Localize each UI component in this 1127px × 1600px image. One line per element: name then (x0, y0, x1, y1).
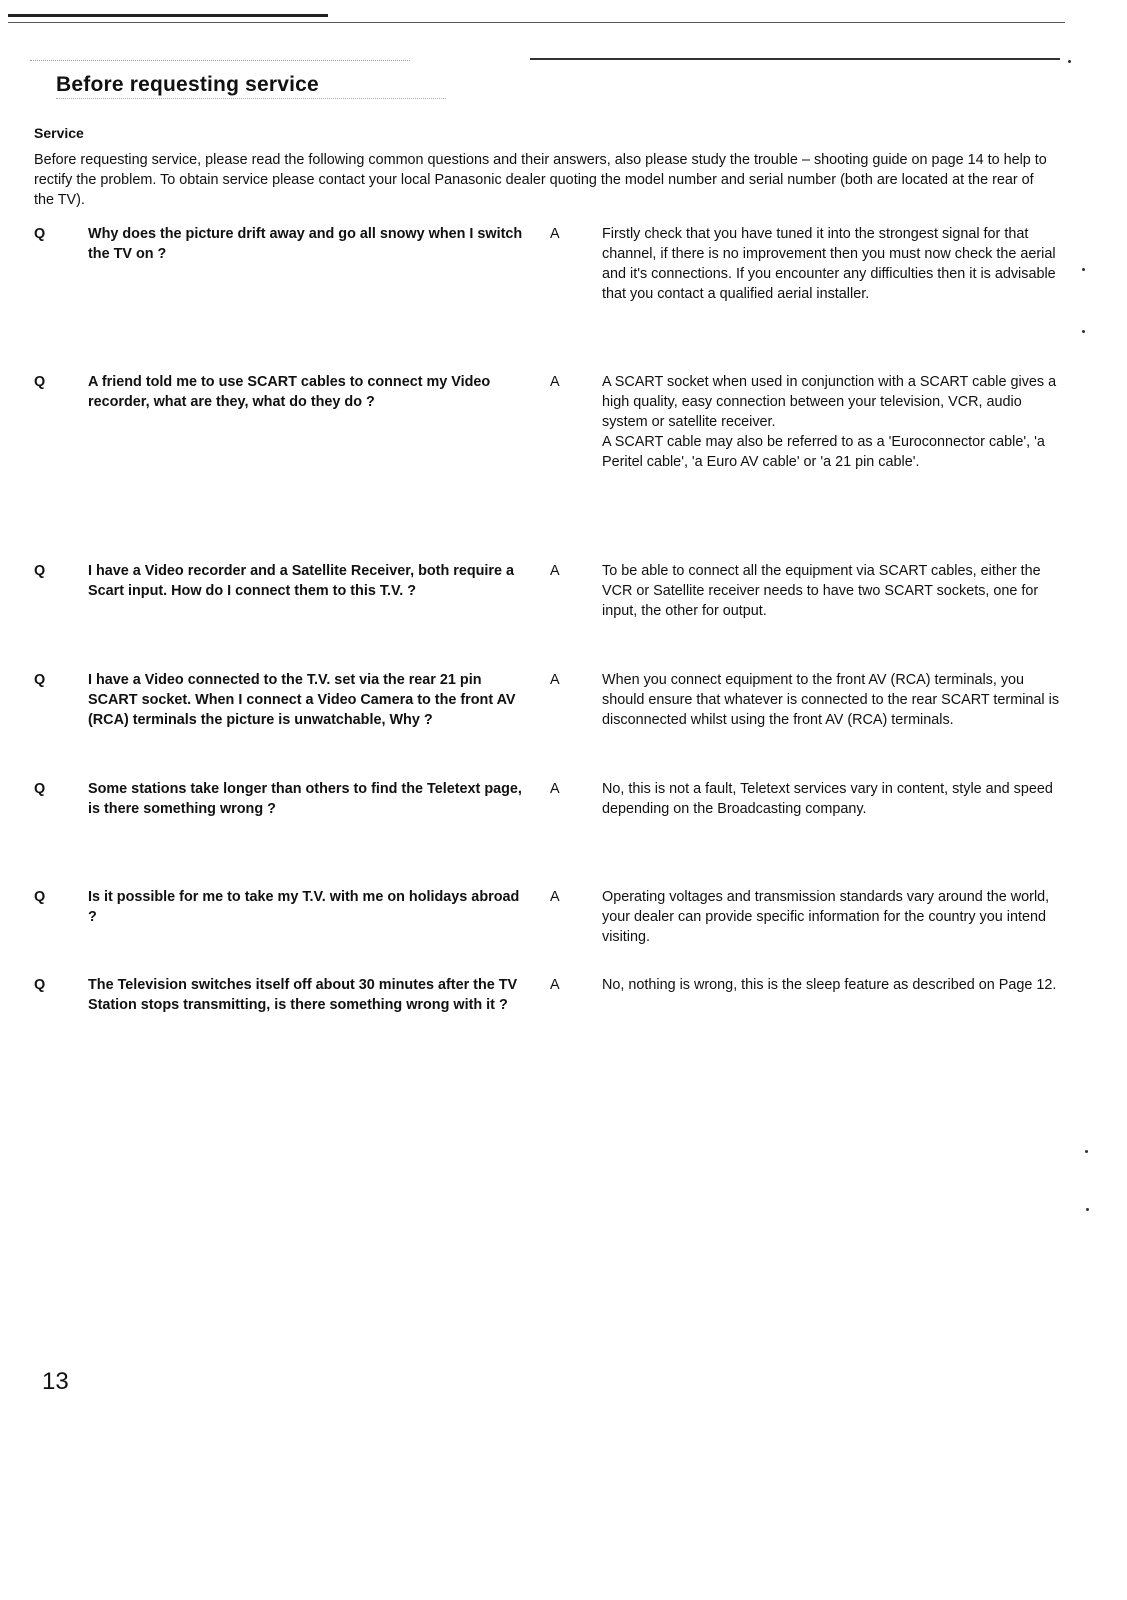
scan-speck (1085, 1150, 1088, 1153)
question-text: Why does the picture drift away and go all snowy when I switch the TV on ? (88, 226, 523, 262)
question-text: I have a Video connected to the T.V. set via the rear 21 pin SCART socket. When I connect a Video Camera to the front AV (RCA) terminals the picture is unwatchable, Why ? (88, 672, 516, 728)
page-number: 13 (42, 1368, 69, 1395)
page-title: Before requesting service (56, 73, 319, 96)
question-marker: Q (34, 977, 46, 993)
title-underline (56, 98, 446, 99)
answer-text: Operating voltages and transmission standards vary around the world, your dealer can provide specific information for the country you intend visiting. (602, 889, 1050, 945)
question-text: The Television switches itself off about 30 minutes after the TV Station stops transmitting, is there something wrong with it ? (88, 977, 518, 1013)
section-band-dotted-rule (30, 60, 410, 61)
answer-text: To be able to connect all the equipment via SCART cables, either the VCR or Satellite receiver needs to have two SCART sockets, one for input, the other for output. (602, 563, 1041, 619)
scan-speck (1086, 1208, 1089, 1211)
answer-text: When you connect equipment to the front AV (RCA) terminals, you should ensure that whatever is connected to the rear SCART terminal is disconnected whilst using the front AV (RCA) terminals. (602, 672, 1060, 728)
answer-text: A SCART socket when used in conjunction with a SCART cable gives a high quality, easy connection between your television, VCR, audio system or satellite receiver. (602, 374, 1057, 430)
question-text: Some stations take longer than others to find the Teletext page, is there something wrong ? (88, 781, 522, 817)
answer-marker: A (550, 563, 560, 579)
scan-speck (1082, 330, 1085, 333)
section-band-rule (530, 58, 1060, 60)
scan-speck (1082, 268, 1085, 271)
question-text: Is it possible for me to take my T.V. with me on holidays abroad ? (88, 889, 520, 925)
answer-marker: A (550, 374, 560, 390)
answer-marker: A (550, 781, 560, 797)
question-text: I have a Video recorder and a Satellite Receiver, both require a Scart input. How do I connect them to this T.V. ? (88, 563, 515, 599)
answer-text: No, nothing is wrong, this is the sleep feature as described on Page 12. (602, 977, 1057, 993)
answer-marker: A (550, 672, 560, 688)
answer-marker: A (550, 977, 560, 993)
question-marker: Q (34, 889, 46, 905)
service-subheading: Service (34, 125, 84, 141)
question-marker: Q (34, 781, 46, 797)
question-marker: Q (34, 226, 46, 242)
question-text: A friend told me to use SCART cables to connect my Video recorder, what are they, what do they do ? (88, 374, 491, 410)
answer-text: No, this is not a fault, Teletext services vary in content, style and speed depending on the Broadcasting company. (602, 781, 1053, 817)
answer-text: Firstly check that you have tuned it into the strongest signal for that channel, if there is no improvement then you must now check the aerial and it's connections. If you encounter any difficulties then it is advisable that you contact a qualified aerial installer. (602, 226, 1056, 302)
answer-block (602, 372, 1064, 472)
answer-text-continued: A SCART cable may also be referred to as a 'Euroconnector cable', 'a Peritel cable', 'a Euro AV cable' or 'a 21 pin cable'. (602, 434, 1045, 470)
header-rule-thin (8, 22, 1065, 23)
answer-marker: A (550, 889, 560, 905)
intro-paragraph: Before requesting service, please read the following common questions and their answers, also please study the trouble – shooting guide on page 14 to help to rectify the problem. To obtain service please contact your local Panasonic dealer quoting the model number and serial number (both are located at the rear of the TV). (34, 152, 1047, 208)
question-marker: Q (34, 374, 46, 390)
question-marker: Q (34, 563, 46, 579)
question-marker: Q (34, 672, 46, 688)
answer-marker: A (550, 226, 560, 242)
scan-speck (1068, 60, 1071, 63)
